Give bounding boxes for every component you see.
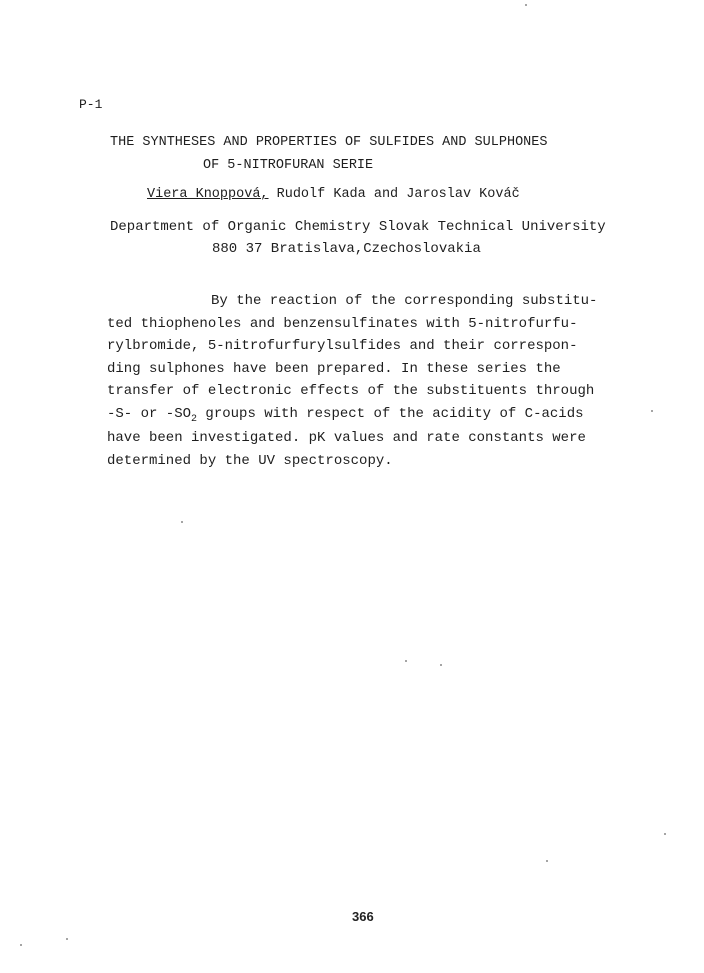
abstract-line: have been investigated. pK values and rate constants were (107, 430, 586, 446)
abstract-line: transfer of electronic effects of the substituents through (107, 383, 595, 399)
abstract-line: ding sulphones have been prepared. In these series the (107, 360, 561, 377)
co-authors: Rudolf Kada and Jaroslav Kováč (268, 187, 520, 202)
scan-speck (66, 938, 68, 940)
scan-speck (651, 410, 653, 412)
scan-speck (405, 660, 407, 662)
scan-speck (546, 860, 548, 862)
abstract-line: determined by the UV spectroscopy. (107, 452, 393, 469)
title-line-2: OF 5-NITROFURAN SERIE (203, 158, 374, 173)
page-number: 366 (352, 909, 374, 924)
abstract-text: -S- or -SO (107, 405, 192, 422)
subscript: 2 (191, 413, 198, 425)
abstract-line: rylbromide, 5-nitrofurfurylsulfides and their correspon- (107, 338, 578, 354)
abstract (107, 290, 667, 472)
author-list (147, 184, 520, 207)
paper-label: P-1 (79, 97, 103, 112)
scan-speck (525, 4, 527, 6)
main-author: Viera Knoppová, (147, 187, 269, 202)
address: 880 37 Bratislava,Czechoslovakia (212, 241, 481, 257)
title-line-1: THE SYNTHESES AND PROPERTIES OF SULFIDES AND SULPHONES (110, 135, 548, 150)
abstract-text: groups with respect of the acidity of C-acids (197, 405, 584, 422)
scan-speck (181, 521, 183, 523)
abstract-line: By the reaction of the corresponding substitu- (211, 293, 598, 309)
scan-speck (440, 664, 442, 666)
department: Department of Organic Chemistry Slovak Technical University (110, 219, 606, 235)
abstract-line: ted thiophenoles and benzensulfinates with 5-nitrofurfu- (107, 315, 578, 332)
abstract-line (107, 403, 667, 428)
scan-speck (20, 944, 22, 946)
scan-speck (664, 833, 666, 835)
